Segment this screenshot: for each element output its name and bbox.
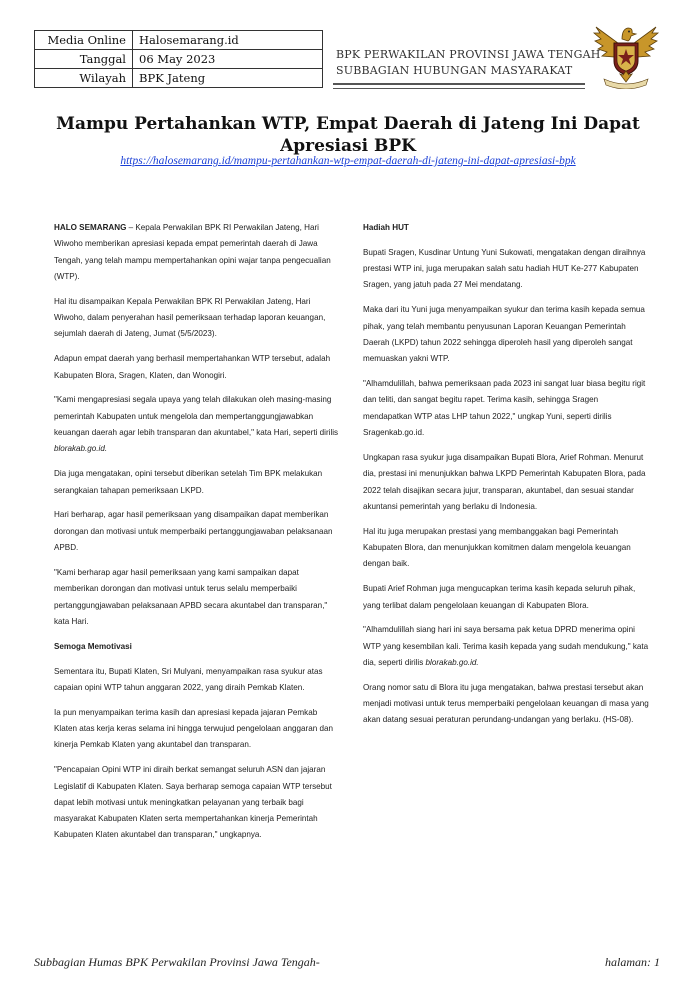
office-heading bbox=[336, 47, 601, 79]
article-column-left bbox=[54, 220, 340, 852]
header-rule-thick bbox=[333, 83, 585, 85]
paragraph: Maka dari itu Yuni juga menyampaikan syukur dan terima kasih kepada semua pihak, yang telah membantu penyusunan Laporan Keuangan Pemerintah Daerah (LKPD) tahun 2022 sehingga diperoleh hasil yang diperoleh sangat memuaskan yakni WTP. bbox=[363, 305, 645, 364]
source-reference: blorakab.go.id. bbox=[54, 444, 108, 454]
paragraph: "Kami mengapresiasi segala upaya yang telah dilakukan oleh masing-masing pemerintah Kabupaten untuk mengelola dan mempertanggungjawabkan keuangan daerah agar lebih transparan dan akuntabel," kata Hari, seperti dirilis blorakab.go.id. bbox=[54, 395, 339, 454]
office-name: BPK PERWAKILAN PROVINSI JAWA TENGAH bbox=[336, 48, 601, 61]
media-row bbox=[35, 31, 323, 50]
paragraph: Hal itu juga merupakan prestasi yang membanggakan bagi Pemerintah Kabupaten Blora, dan menunjukkan komitmen dalam mengelola keuangan dengan baik. bbox=[363, 526, 631, 569]
media-label: Media Online bbox=[35, 31, 133, 50]
date-value: 06 May 2023 bbox=[133, 50, 323, 69]
footer-department: Subbagian Humas BPK Perwakilan Provinsi Jawa Tengah- bbox=[34, 955, 320, 969]
garuda-emblem-icon bbox=[592, 19, 660, 89]
header-rule-thin bbox=[333, 88, 585, 89]
media-info-table bbox=[34, 30, 323, 88]
page-number: halaman: 1 bbox=[605, 955, 660, 969]
date-label: Tanggal bbox=[35, 50, 133, 69]
paragraph: "Alhamdulillah, bahwa pemeriksaan pada 2023 ini sangat luar biasa begitu rigit dan teliti, dan sangat begitu rapet. Terima kasih, sehingga Sragen mendapatkan WTP atas LHP tahun 2022," ungkap Yuni, seperti dirilis Sragenkab.go.id. bbox=[363, 379, 646, 438]
paragraph: Orang nomor satu di Blora itu juga mengatakan, bahwa prestasi tersebut akan menjadi motivasi untuk terus memperbaiki pengelolaan keuangan di masa yang akan datang sesuai peraturan perundang-undangan yang berlaku. (HS-08). bbox=[363, 682, 649, 725]
paragraph: Hari berharap, agar hasil pemeriksaan yang disampaikan dapat memberikan dorongan dan motivasi untuk memperbaiki pertanggungjawaban pelaksanaan APBD. bbox=[54, 510, 333, 553]
date-row bbox=[35, 50, 323, 69]
article-title: Mampu Pertahankan WTP, Empat Daerah di Jateng Ini Dapat Apresiasi BPK bbox=[56, 114, 640, 156]
paragraph: HALO SEMARANG – Kepala Perwakilan BPK RI Perwakilan Jateng, Hari Wiwoho memberikan apresiasi kepada empat pemerintah daerah di Jawa Tengah, yang telah mampu mempertahankan opini wajar tanpa pengecualian (WTP). bbox=[54, 223, 331, 281]
source-reference: blorakab.go.id. bbox=[425, 657, 479, 667]
region-value: BPK Jateng bbox=[133, 69, 323, 88]
media-value: Halosemarang.id bbox=[133, 31, 323, 50]
paragraph: Ia pun menyampaikan terima kasih dan apresiasi kepada jajaran Pemkab Klaten atas kerja keras selama ini hingga terwujud pengelolaan anggaran dan kinerja Pemkab Klaten yang akuntabel dan transparan. bbox=[54, 707, 333, 750]
paragraph: "Alhamdulillah siang hari ini saya bersama pak ketua DPRD menerima opini WTP yang kesembilan kali. Terima kasih kepada yang sudah mendukung," kata dia, seperti dirilis blorakab.go.id. bbox=[363, 625, 649, 667]
article-column-right bbox=[363, 220, 649, 737]
paragraph: Adapun empat daerah yang berhasil mempertahankan WTP tersebut, adalah Kabupaten Blora, Sragen, Klaten, dan Wonogiri. bbox=[54, 354, 331, 380]
paragraph: Bupati Sragen, Kusdinar Untung Yuni Sukowati, mengatakan dengan diraihnya prestasi WTP ini, juga merupakan salah satu hadiah HUT Ke-277 Kabupaten Sragen, yang jatuh pada 27 Mei mendatang. bbox=[363, 247, 646, 290]
section-heading: Hadiah HUT bbox=[363, 223, 409, 232]
office-division: SUBBAGIAN HUBUNGAN MASYARAKAT bbox=[336, 64, 573, 77]
dateline: HALO SEMARANG bbox=[54, 223, 127, 232]
paragraph: Ungkapan rasa syukur juga disampaikan Bupati Blora, Arief Rohman. Menurut dia, prestasi ini menunjukkan bahwa LKPD Pemerintah Kabupaten Blora, pada 2022 telah disajikan secara jujur, transparan, akuntabel, dan sesuai standar akuntansi pemerintah yang berlaku di Indonesia. bbox=[363, 452, 646, 511]
paragraph: Hal itu disampaikan Kepala Perwakilan BPK RI Perwakilan Jateng, Hari Wiwoho, dalam penyerahan hasil pemeriksaan terhadap laporan keuangan, sejumlah daerah di Jateng, Jumat (5/5/2023). bbox=[54, 296, 326, 339]
region-label: Wilayah bbox=[35, 69, 133, 88]
region-row bbox=[35, 69, 323, 88]
paragraph: "Pencapaian Opini WTP ini diraih berkat semangat seluruh ASN dan jajaran Legislatif di Kabupaten Klaten. Saya berharap semoga capaian WTP tersebut dapat lebih motivasi untuk meningkatkan pelayanan yang terbaik bagi masyarakat Kabupaten Klaten serta mempertahankan kinerja Pemerintah Kabupaten Klaten akuntabel dan transparan," ungkapnya. bbox=[54, 765, 332, 840]
paragraph: Bupati Arief Rohman juga mengucapkan terima kasih kepada seluruh pihak, yang terlibat dalam pengelolaan keuangan di Kabupaten Blora. bbox=[363, 584, 636, 610]
paragraph: Dia juga mengatakan, opini tersebut diberikan setelah Tim BPK melakukan serangkaian tahapan pemeriksaan LKPD. bbox=[54, 469, 323, 495]
paragraph: Sementara itu, Bupati Klaten, Sri Mulyani, menyampaikan rasa syukur atas capaian opini WTP tahun anggaran 2022, yang diraih Pemkab Klaten. bbox=[54, 666, 323, 692]
paragraph: "Kami berharap agar hasil pemeriksaan yang kami sampaikan dapat memberikan dorongan dan motivasi untuk terus selalu memperbaiki pertanggungjawaban pelaksanaan APBD secara akuntabel dan transparan," kata Hari. bbox=[54, 567, 328, 626]
article-source-link[interactable]: https://halosemarang.id/mampu-pertahankan-wtp-empat-daerah-di-jateng-ini-dapat-apresiasi-bpk bbox=[120, 155, 576, 167]
section-heading: Semoga Memotivasi bbox=[54, 641, 132, 651]
